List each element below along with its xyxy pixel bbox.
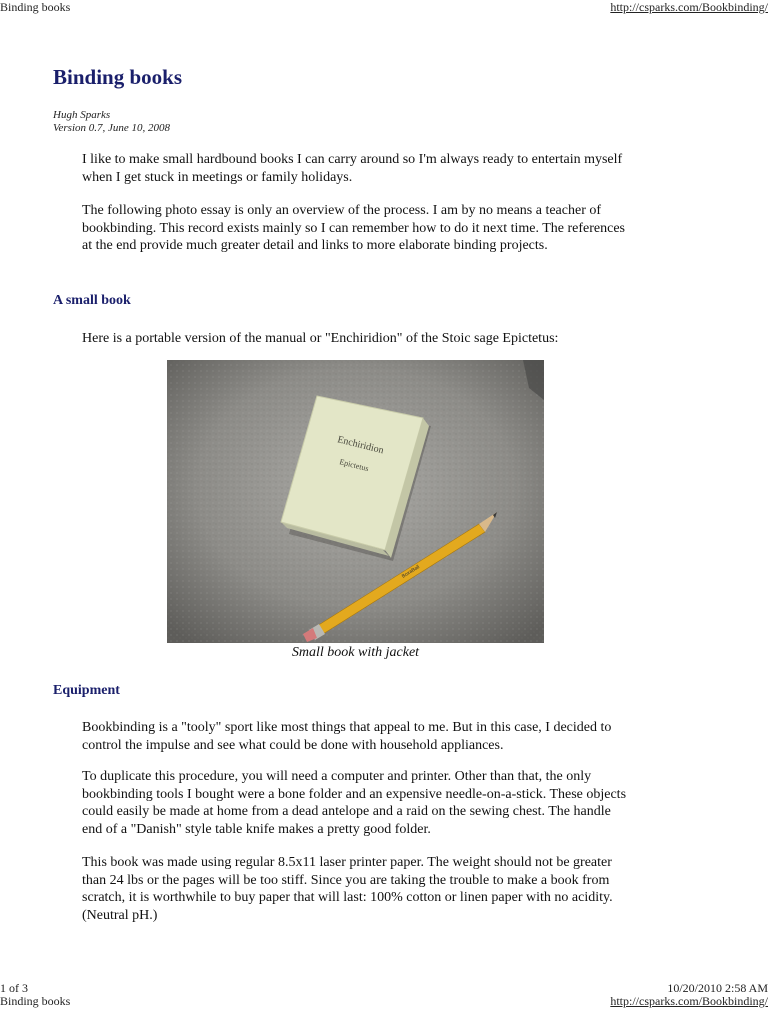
figure-caption: Small book with jacket xyxy=(291,645,420,660)
print-header-url[interactable]: http://csparks.com/Bookbinding/ xyxy=(610,0,768,14)
intro-paragraph: The following photo essay is only an overview of the process. I am by no means a teacher of bookbinding. This record exists mainly so I can remember how to do it next time. The references at the end provide much greater detail and links to more elaborate binding projects. xyxy=(82,203,626,253)
intro-paragraph: I like to make small hardbound books I can carry around so I'm always ready to entertain myself when I get stuck in meetings or family holidays. xyxy=(82,152,623,185)
print-header-title: Binding books xyxy=(0,994,71,1008)
version-date: Version 0.7, June 10, 2008 xyxy=(53,122,171,134)
section-paragraph: This book was made using regular 8.5x11 laser printer paper. The weight should not be greater than 24 lbs or the pages will be too stiff. Since you are taking the trouble to make a book from scratch, it is worthwhile to buy paper that will last: 100% cotton or linen paper with no acidity. (Neutral pH.) xyxy=(82,855,613,923)
section-paragraph: Here is a portable version of the manual or "Enchiridion" of the Stoic sage Epictetus: xyxy=(82,331,559,346)
book-cover-author: Epictetus xyxy=(338,457,370,474)
print-footer-datetime: 10/20/2010 2:58 AM xyxy=(667,981,768,995)
section-heading-small-book: A small book xyxy=(53,293,131,308)
print-header-title: Binding books xyxy=(0,0,71,14)
print-footer-page: 1 of 3 xyxy=(0,981,28,995)
section-heading-equipment: Equipment xyxy=(53,683,120,698)
book-cover-title: Enchiridion xyxy=(336,434,385,457)
book-photo-illustration xyxy=(167,360,544,643)
pencil-label: BoxaBall xyxy=(400,564,421,580)
print-header-url[interactable]: http://csparks.com/Bookbinding/ xyxy=(610,994,768,1008)
page-title: Binding books xyxy=(53,65,182,89)
section-paragraph: Bookbinding is a "tooly" sport like most things that appeal to me. But in this case, I decided to control the impulse and see what could be done with household appliances. xyxy=(82,720,612,753)
section-paragraph: To duplicate this procedure, you will need a computer and printer. Other than that, the only bookbinding tools I bought were a bone folder and an expensive needle-on-a-stick. These objects could easily be made at home from a dead antelope and a raid on the sewing chest. The handle end of a "Danish" style table knife makes a pretty good folder. xyxy=(82,769,627,837)
author: Hugh Sparks xyxy=(53,109,111,121)
book-photo xyxy=(167,360,544,643)
